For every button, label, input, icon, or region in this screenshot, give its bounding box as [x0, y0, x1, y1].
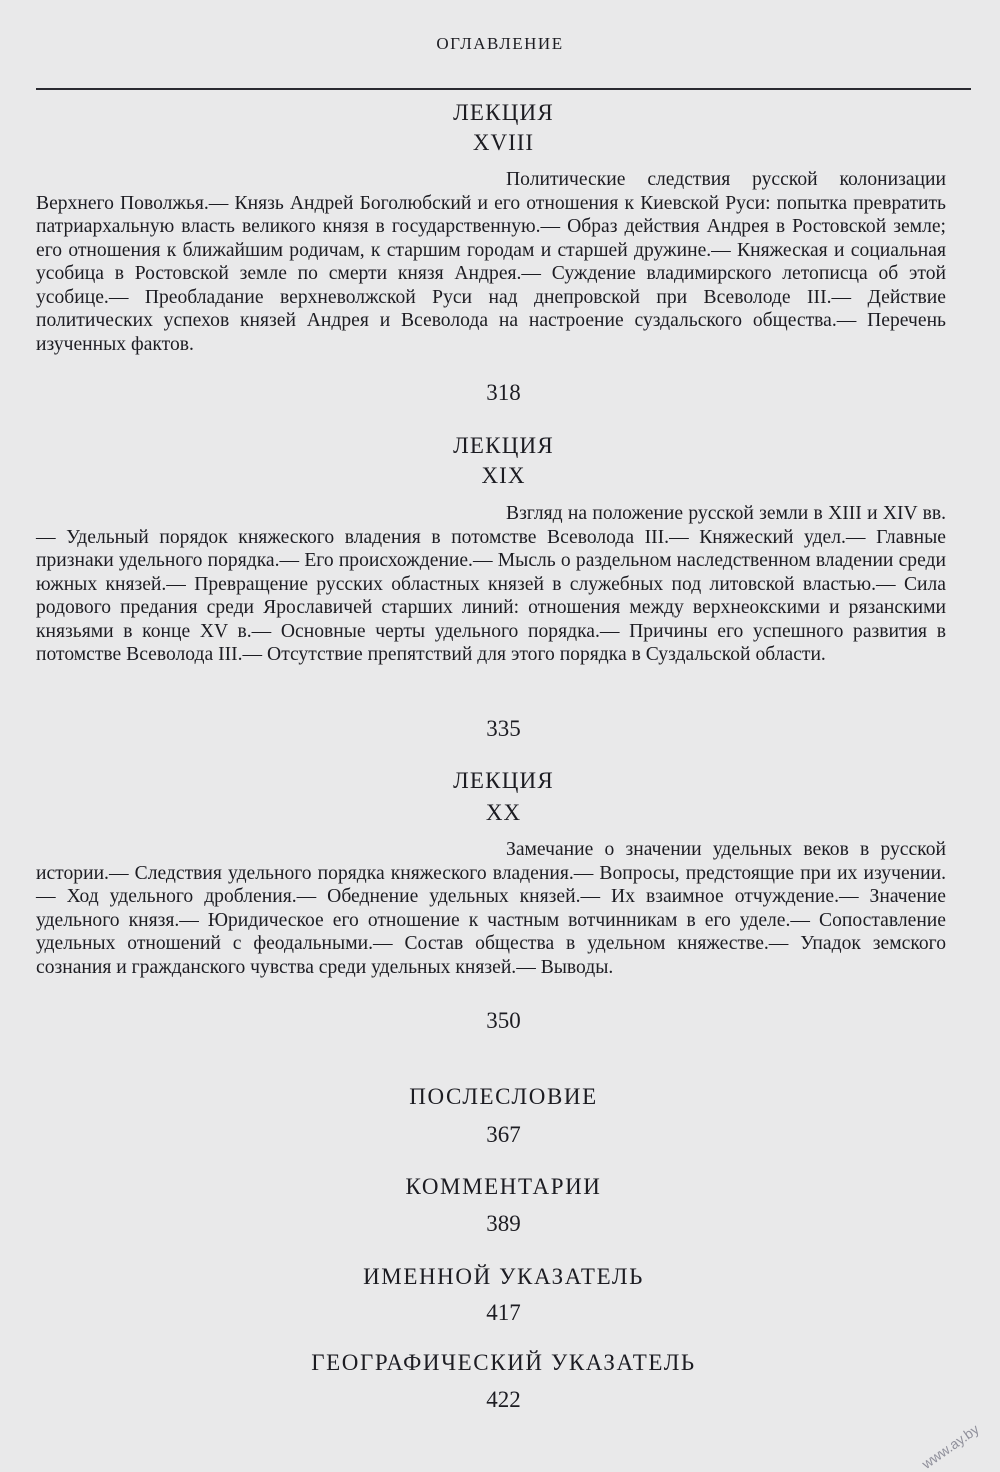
header-rule	[36, 88, 971, 90]
section-afterword-page: 367	[486, 1122, 521, 1147]
lecture-18-number: XVIII	[472, 130, 535, 155]
lecture-20-number: XX	[485, 800, 522, 825]
running-head: ОГЛАВЛЕНИЕ	[436, 34, 564, 53]
lecture-18-page: 318	[486, 380, 521, 405]
lecture-20-summary: Замечание о значении удельных веков в русской истории.— Следствия удельного порядка княжеского владения.— Вопросы, предстоящие при их изучении.— Ход удельного дробления.— Обеднение удельных князей.— Их взаимное отчуждение.— Значение удельного князя.— Юридическое его отношение к частным вотчинникам в его уделе.— Сопоставление удельных отношений с феодальными.— Состав общества в удельном княжестве.— Упадок земского сознания и гражданского чувства среди удельных князей.— Выводы.	[36, 839, 946, 978]
section-afterword-title: ПОСЛЕСЛОВИЕ	[409, 1084, 598, 1109]
lecture-18-label: ЛЕКЦИЯ	[453, 100, 554, 125]
lecture-18-summary: Политические следствия русской колонизации Верхнего Поволжья.— Князь Андрей Боголюбский и его отношения к Киевской Руси: попытка превратить патриархальную власть великого князя в государственную.— Образ действия Андрея в Ростовской земле; его отношения к ближайшим родичам, к старшим городам и старшей дружине.— Княжеская и социальная усобица в Ростовской земле по смерти князя Андрея.— Суждение владимирского летописца об этой усобице.— Преобладание верхневолжской Руси над днепровской при Всеволоде III.— Действие политических успехов князей Андрея и Всеволода на настроение суздальского общества.— Перечень изученных фактов.	[36, 169, 946, 355]
section-comments-page: 389	[486, 1211, 521, 1236]
lecture-19-page: 335	[486, 716, 521, 741]
section-name-index-page: 417	[486, 1300, 521, 1325]
section-name-index-title: ИМЕННОЙ УКАЗАТЕЛЬ	[363, 1264, 644, 1289]
watermark: www.ay.by	[918, 1420, 982, 1472]
lecture-19-label: ЛЕКЦИЯ	[453, 433, 554, 458]
lecture-19-number: XIX	[481, 463, 526, 488]
lecture-19-summary: Взгляд на положение русской земли в XIII и XIV вв.— Удельный порядок княжеского владения в потомстве Всеволода III.— Княжеский удел.— Главные признаки удельного порядка.— Его происхождение.— Мысль о раздельном наследственном владении среди южных князей.— Превращение русских областных князей в служебных под литовской властью.— Сила родового предания среди Ярославичей старших линий: отношения между верхнеокскими и рязанскими князьями в конце XV в.— Основные черты удельного порядка.— Причины его успешного развития в потомстве Всеволода III.— Отсутствие препятствий для этого порядка в Суздальской области.	[36, 503, 946, 665]
section-geo-index-title: ГЕОГРАФИЧЕСКИЙ УКАЗАТЕЛЬ	[311, 1350, 696, 1375]
lecture-20-page: 350	[486, 1008, 521, 1033]
section-comments-title: КОММЕНТАРИИ	[405, 1174, 602, 1199]
lecture-20-label: ЛЕКЦИЯ	[453, 768, 554, 793]
section-geo-index-page: 422	[486, 1387, 521, 1412]
